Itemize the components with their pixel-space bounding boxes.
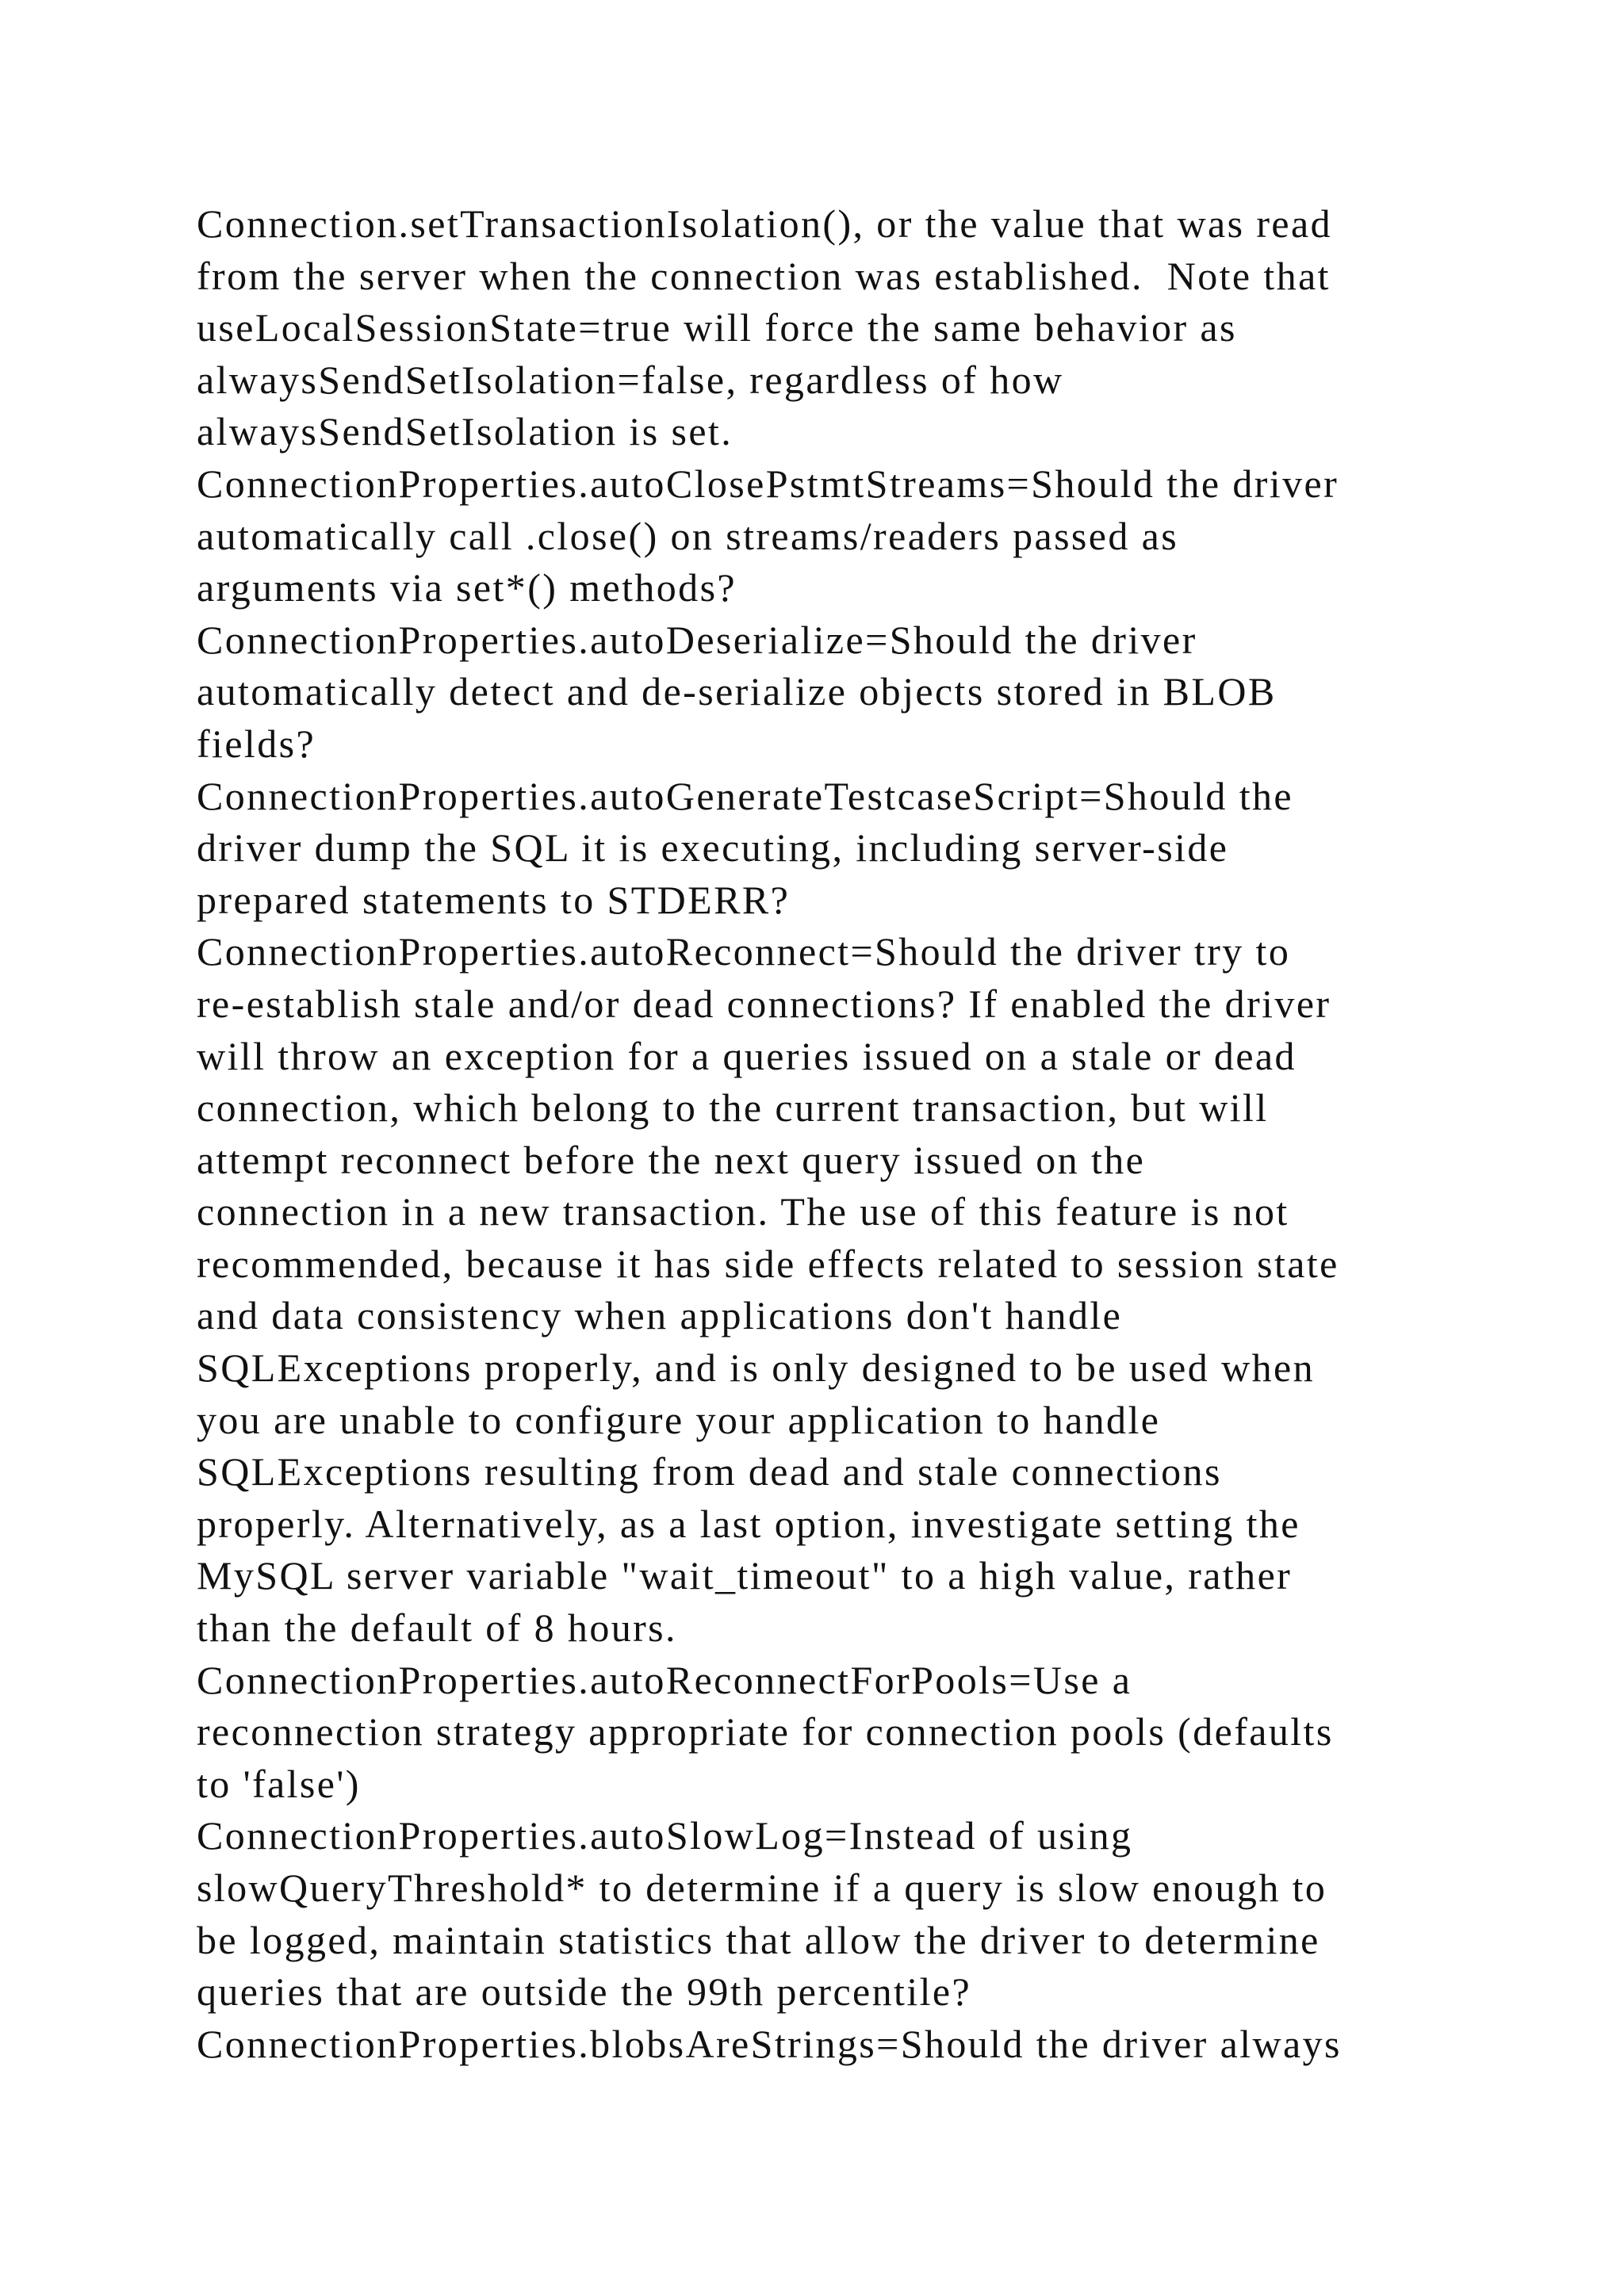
text-line: attempt reconnect before the next query issued on the [197,1137,1146,1182]
text-line: slowQueryThreshold* to determine if a query is slow enough to [197,1866,1327,1910]
text-line: useLocalSessionState=true will force the same behavior as [197,305,1237,350]
text-line: alwaysSendSetIsolation=false, regardless of how [197,357,1064,402]
text-line: recommended, because it has side effects related to session state [197,1241,1339,1286]
text-line: automatically detect and de-serialize objects stored in BLOB [197,669,1277,714]
text-line: ConnectionProperties.autoSlowLog=Instead of using [197,1813,1133,1858]
text-line: ConnectionProperties.autoReconnect=Should the driver try to [197,929,1291,974]
text-line: connection, which belong to the current transaction, but will [197,1085,1269,1131]
text-line: prepared statements to STDERR? [197,877,791,922]
text-line: and data consistency when applications don't handle [197,1293,1123,1338]
text-line: you are unable to configure your application to handle [197,1397,1161,1442]
text-line: ConnectionProperties.blobsAreStrings=Should the driver always [197,2021,1342,2066]
text-line: fields? [197,721,316,766]
text-line: automatically call .close() on streams/readers passed as [197,513,1179,558]
text-line: reconnection strategy appropriate for connection pools (defaults [197,1709,1334,1755]
text-line: Connection.setTransactionIsolation(), or the value that was read [197,201,1332,246]
text-line: MySQL server variable "wait_timeout" to a high value, rather [197,1553,1293,1598]
text-line: SQLExceptions properly, and is only designed to be used when [197,1345,1315,1391]
text-line: be logged, maintain statistics that allow the driver to determine [197,1917,1320,1962]
text-line: ConnectionProperties.autoReconnectForPools=Use a [197,1657,1132,1702]
text-line: ConnectionProperties.autoDeserialize=Should the driver [197,617,1197,662]
text-line: driver dump the SQL it is executing, including server-side [197,825,1229,871]
text-line: queries that are outside the 99th percentile? [197,1969,972,2015]
text-line: to 'false') [197,1761,361,1806]
text-line: SQLExceptions resulting from dead and stale connections [197,1449,1222,1494]
text-line: alwaysSendSetIsolation is set. [197,409,733,454]
text-line: properly. Alternatively, as a last option, investigate setting the [197,1501,1300,1546]
text-line: from the server when the connection was established. Note that [197,253,1331,298]
text-line: will throw an exception for a queries issued on a stale or dead [197,1033,1297,1078]
body-text [197,198,1481,2070]
text-line: arguments via set*() methods? [197,565,737,610]
text-line: re-establish stale and/or dead connections? If enabled the driver [197,981,1331,1026]
text-line: ConnectionProperties.autoClosePstmtStreams=Should the driver [197,461,1339,506]
text-line: connection in a new transaction. The use of this feature is not [197,1189,1289,1234]
text-line: than the default of 8 hours. [197,1605,677,1651]
text-line: ConnectionProperties.autoGenerateTestcaseScript=Should the [197,773,1293,818]
